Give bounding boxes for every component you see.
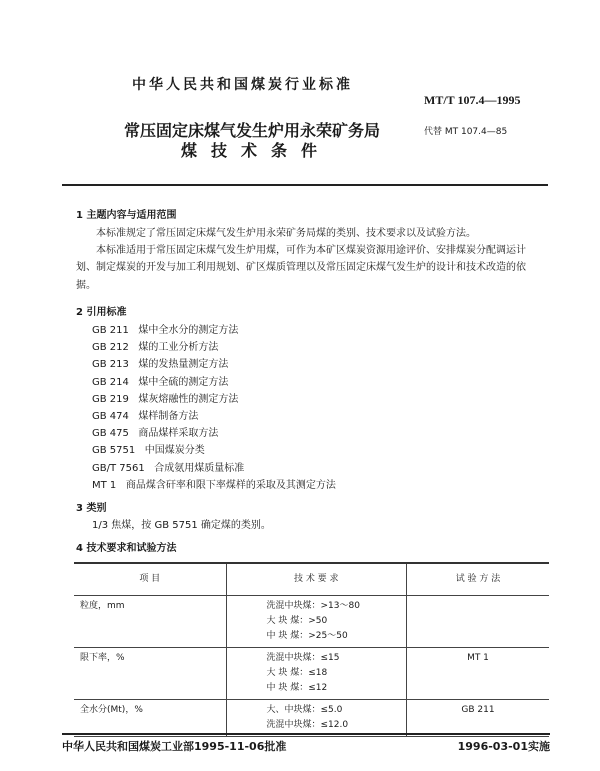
- reference-title: 商品煤样采取方法: [138, 428, 219, 440]
- requirement: 洗混中块煤：≤12.0: [266, 720, 349, 730]
- reference-code: MT 1: [92, 479, 117, 491]
- reference-code: GB/T 7561: [92, 462, 145, 474]
- replaces-note: 代替 MT 107.4—85: [424, 127, 508, 137]
- reference-title: 合成氨用煤质量标准: [154, 462, 245, 474]
- reference-title: 煤的发热量测定方法: [138, 359, 229, 371]
- section-heading: 1 主题内容与适用范围: [76, 210, 177, 221]
- reference-item: [92, 321, 238, 336]
- table-row: [74, 700, 549, 737]
- title-line-2: 煤技术条件: [181, 141, 332, 160]
- reference-title: 煤灰熔融性的测定方法: [138, 393, 239, 405]
- reference-item: [92, 373, 228, 388]
- title-line-1: 常压固定床煤气发生炉用永荣矿务局: [124, 121, 381, 140]
- footer-rule: [62, 733, 550, 735]
- method-cell: GB 211: [407, 700, 550, 737]
- reference-code: GB 214: [92, 376, 129, 388]
- reference-item: [92, 338, 218, 353]
- reference-code: GB 475: [92, 428, 129, 440]
- method-cell: MT 1: [407, 648, 550, 700]
- paragraph: 本标准适用于常压固定床煤气发生炉用煤，可作为本矿区煤炭资源用途评价、安排煤炭分配调运计: [96, 245, 526, 256]
- column-header: 技 术 要 求: [226, 563, 407, 596]
- paragraph: 划、制定煤炭的开发与加工利用规划、矿区煤质管理以及常压固定床煤气发生炉的设计和技术改造的依: [76, 262, 526, 273]
- requirement: 大、中块煤：≤5.0: [266, 705, 343, 715]
- reference-code: GB 212: [92, 342, 129, 354]
- requirements-cell: [226, 700, 407, 737]
- reference-item: [92, 441, 205, 456]
- reference-item: [92, 407, 198, 422]
- paragraph: 本标准规定了常压固定床煤气发生炉用永荣矿务局煤的类别、技术要求以及试验方法。: [96, 228, 476, 239]
- item-cell: 限下率，%: [74, 648, 226, 700]
- requirement: 大 块 煤：≤18: [266, 668, 328, 678]
- section-heading: 3 类别: [76, 503, 107, 514]
- item-cell: 全水分(Mt)，%: [74, 700, 226, 737]
- paragraph: 1/3 焦煤，按 GB 5751 确定煤的类别。: [92, 520, 271, 531]
- requirement: 中 块 煤：>25～50: [266, 631, 348, 641]
- method-cell: [407, 596, 550, 648]
- effective-date: 1996-03-01实施: [457, 740, 550, 753]
- reference-item: [92, 459, 244, 474]
- section-heading: 2 引用标准: [76, 307, 127, 318]
- requirements-cell: [226, 596, 407, 648]
- column-header: 项 目: [74, 563, 226, 596]
- section-heading: 4 技术要求和试验方法: [76, 543, 177, 554]
- standard-category: 中华人民共和国煤炭行业标准: [132, 77, 353, 93]
- approval-date: 中华人民共和国煤炭工业部1995-11-06批准: [62, 740, 287, 753]
- reference-title: 煤中全水分的测定方法: [138, 325, 239, 336]
- table-row: [74, 596, 549, 648]
- reference-code: GB 5751: [92, 445, 136, 457]
- requirement: 中 块 煤：≤12: [266, 683, 328, 693]
- reference-item: [92, 355, 228, 370]
- requirement: 洗混中块煤：>13～80: [266, 601, 360, 611]
- requirement: 大 块 煤：>50: [266, 616, 328, 626]
- reference-item: [92, 390, 238, 405]
- column-header: 试 验 方 法: [407, 563, 550, 596]
- reference-code: GB 211: [92, 325, 129, 336]
- requirements-cell: [226, 648, 407, 700]
- reference-code: GB 474: [92, 411, 129, 422]
- reference-item: [92, 424, 218, 439]
- item-cell: 粒度，mm: [74, 596, 226, 648]
- table-row: [74, 648, 549, 700]
- reference-code: GB 213: [92, 359, 129, 371]
- requirement: 洗混中块煤：≤15: [266, 653, 340, 663]
- reference-title: 煤样制备方法: [138, 411, 199, 422]
- reference-title: 煤中全硫的测定方法: [138, 376, 229, 388]
- header-rule: [62, 184, 548, 186]
- reference-code: GB 219: [92, 393, 129, 405]
- reference-title: 中国煤炭分类: [144, 445, 205, 457]
- standard-code: MT/T 107.4—1995: [424, 93, 521, 107]
- reference-title: 煤的工业分析方法: [138, 342, 219, 354]
- reference-title: 商品煤含矸率和限下率煤样的采取及其测定方法: [125, 479, 336, 491]
- paragraph: 据。: [76, 280, 96, 291]
- reference-item: [92, 476, 336, 491]
- tech-requirements-table: [74, 562, 549, 737]
